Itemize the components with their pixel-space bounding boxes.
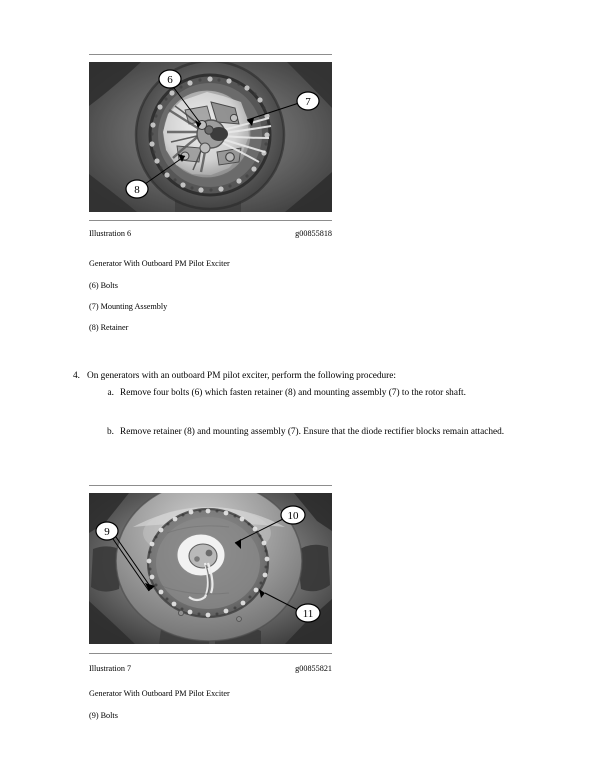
svg-text:7: 7: [305, 96, 311, 108]
figure-bottom-rule: [89, 220, 332, 221]
svg-text:9: 9: [104, 526, 110, 538]
illustration-7-legend-9: (9) Bolts: [89, 711, 118, 720]
illustration-7-title: Generator With Outboard PM Pilot Exciter: [89, 689, 230, 698]
figure-top-rule: [89, 54, 332, 55]
figure-illustration-7: [89, 485, 332, 654]
svg-text:10: 10: [287, 510, 299, 522]
illustration-7-label: Illustration 7: [89, 664, 132, 673]
substep-a-text: Remove four bolts (6) which fasten retainer (8) and mounting assembly (7) to the rotor shaft.: [120, 388, 466, 398]
step-4-text: On generators with an outboard PM pilot exciter, perform the following procedure:: [87, 371, 396, 381]
illustration-7-graphic-id: g00855821: [295, 664, 332, 673]
illustration-6-label: Illustration 6: [89, 229, 132, 238]
illustration-7-caption-row: [89, 664, 332, 674]
illustration-6-legend-6: (6) Bolts: [89, 281, 118, 290]
illustration-6-title: Generator With Outboard PM Pilot Exciter: [89, 259, 230, 268]
svg-text:11: 11: [302, 608, 314, 620]
step-4-marker: 4.: [73, 371, 80, 381]
illustration-6-legend-7: (7) Mounting Assembly: [89, 302, 168, 311]
illustration-6-graphic-id: g00855818: [295, 229, 332, 238]
illustration-6-legend-8: (8) Retainer: [89, 323, 129, 332]
substep-b-marker: b.: [107, 427, 114, 437]
svg-text:8: 8: [134, 184, 140, 196]
figure-illustration-6: [89, 54, 332, 221]
svg-text:6: 6: [167, 74, 173, 86]
photograph-generator-outboard-pm-pilot-exciter-1: [89, 62, 332, 212]
illustration-6-caption-row: [89, 229, 332, 239]
figure2-bottom-rule: [89, 653, 332, 654]
substep-b-text: Remove retainer (8) and mounting assembly (7). Ensure that the diode rectifier blocks remain attached.: [120, 427, 505, 437]
substep-a-marker: a.: [107, 388, 114, 398]
photograph-generator-outboard-pm-pilot-exciter-2: [89, 493, 332, 644]
figure2-top-rule: [89, 485, 332, 486]
